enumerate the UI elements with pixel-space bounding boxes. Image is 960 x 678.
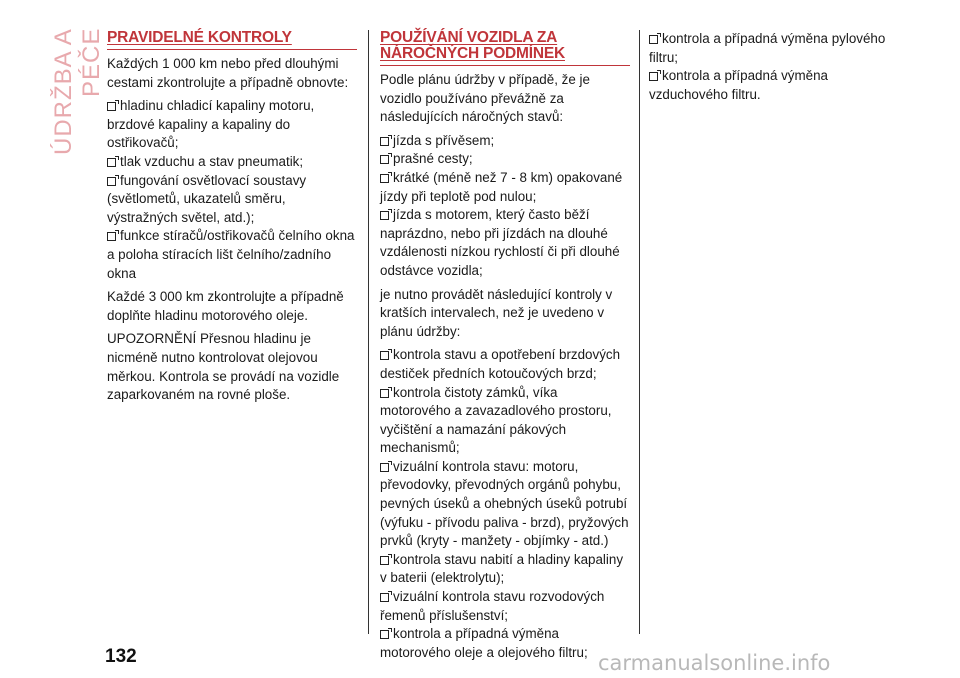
checks-list-continued [649,30,909,104]
column-divider [639,30,640,634]
list-item: fungování osvětlovací soustavy (světlometů, ukazatelů směru, výstražných světel, atd.); [107,172,307,225]
list-item: kontrola a případná výměna motorového oleje a olejového filtru; [380,626,588,660]
column-2 [380,30,630,667]
checkbox-bullet-icon [107,232,116,241]
column-divider [368,30,369,634]
paragraph: Podle plánu údržby v případě, že je vozidlo používáno převážně za následujících náročných stavů: [380,72,590,125]
checkbox-bullet-icon [380,155,389,164]
check-list [107,97,357,283]
paragraph-warning: UPOZORNĚNÍ Přesnou hladinu je nicméně nutno kontrolovat olejovou měrkou. Kontrola se provádí na vozidle zaparkovaném na rovné ploše. [107,331,340,403]
checkbox-bullet-icon [380,211,389,220]
list-item: krátké (méně než 7 - 8 km) opakované jízdy při teplotě pod nulou; [380,169,623,204]
checkbox-bullet-icon [380,630,389,639]
list-item: hladinu chladicí kapaliny motoru, brzdové kapaliny a kapaliny do ostřikovačů; [107,98,315,151]
list-item: vizuální kontrola stavu: motoru, převodovky, převodných orgánů pohybu, pevných úseků a ohebných úseků potrubí (výfuku - přívodu paliva - brzd), pryžových prvků (kryty - manžety - objímky - atd.) [380,458,629,549]
chapter-title: ÚDRŽBA A PÉČE [50,28,105,155]
section-heading-severe-conditions: POUŽÍVÁNÍ VOZIDLA ZA NÁROČNÝCH PODMÍNEK [380,30,630,66]
checkbox-bullet-icon [107,102,116,111]
checkbox-bullet-icon [380,593,389,602]
checkbox-bullet-icon [380,389,389,398]
list-item: kontrola stavu nabití a hladiny kapaliny v baterii (elektrolytu); [380,551,624,586]
checkbox-bullet-icon [380,463,389,472]
list-item: jízda s motorem, který často běží naprázdno, nebo při jízdách na dlouhé vzdálenosti nízkou rychlostí či při dlouhé odstávce vozidla; [380,207,620,278]
list-item: jízda s přívěsem; [380,132,630,151]
checks-list [380,346,630,662]
watermark: carmanualsonline.info [598,651,831,675]
list-item: kontrola a případná výměna vzduchového filtru. [649,68,828,102]
checkbox-bullet-icon [380,174,389,183]
checkbox-bullet-icon [380,351,389,360]
paragraph: Každých 1 000 km nebo před dlouhými cestami zkontrolujte a případně obnovte: [107,56,349,90]
column-3 [649,30,909,109]
page-number: 132 [105,646,137,667]
checkbox-bullet-icon [380,556,389,565]
list-item: funkce stíračů/ostřikovačů čelního okna a poloha stíracích lišt čelního/zadního okna [107,228,355,281]
list-item: kontrola a případná výměna pylového filtru; [649,31,886,65]
list-item: vizuální kontrola stavu rozvodových řemenů příslušenství; [380,589,605,623]
list-item: prašné cesty; [380,150,630,169]
checkbox-bullet-icon [380,137,389,146]
paragraph: je nutno provádět následující kontroly v kratších intervalech, než je uvedeno v plánu údržby: [380,286,613,339]
list-item: kontrola stavu a opotřebení brzdových destiček předních kotoučových brzd; [380,347,621,381]
section-heading-regular-checks: PRAVIDELNÉ KONTROLY [107,30,357,50]
checkbox-bullet-icon [649,35,658,44]
list-item: tlak vzduchu a stav pneumatik; [107,153,357,172]
checkbox-bullet-icon [107,158,116,167]
conditions-list [380,132,630,281]
column-1 [107,30,357,410]
list-item: kontrola čistoty zámků, víka motorového a zavazadlového prostoru, vyčištění a namazání pákových mechanismů; [380,384,612,456]
checkbox-bullet-icon [649,72,658,81]
checkbox-bullet-icon [107,177,116,186]
paragraph: Každé 3 000 km zkontrolujte a případně doplňte hladinu motorového oleje. [107,289,344,323]
